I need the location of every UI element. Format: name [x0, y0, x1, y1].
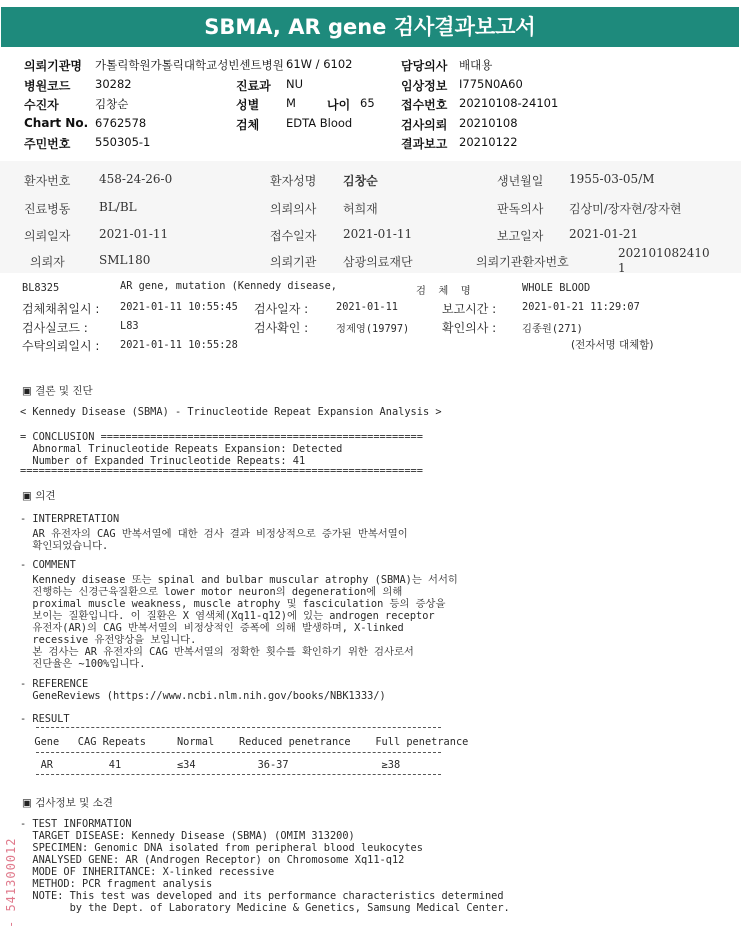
label-ref-doctor: 의뢰의사	[270, 202, 317, 216]
label-age: 나이	[327, 98, 351, 112]
value-confirm-doctor: 김종원(271)	[522, 323, 583, 335]
result-table-bottom-rule	[36, 774, 441, 775]
value-inst-patient-no: 202101082410	[618, 246, 710, 260]
conclusion-footer: =================================================================	[20, 465, 423, 477]
value-request-date: 20210108	[459, 116, 518, 130]
value-report-date: 20210122	[459, 135, 518, 149]
value-reading-doctor: 김상미/장자현/장자현	[569, 202, 682, 216]
interpretation-heading: - INTERPRETATION	[20, 513, 120, 525]
value-chart-no: 6762578	[95, 116, 147, 130]
value-ref-doctor: 허희재	[343, 202, 378, 216]
value-institution: 가톨릭학원가톨릭대학교성빈센트병원	[95, 58, 284, 72]
comment-line-6: recessive 유전양상을 보입니다.	[20, 634, 197, 646]
specimen-desc: SPECIMEN: Genomic DNA isolated from peripheral blood leukocytes	[20, 842, 423, 854]
result-table-top-rule	[36, 727, 441, 728]
label-hospital-code: 병원코드	[24, 79, 71, 93]
value-lab-code: L83	[120, 320, 139, 332]
value-accession: 20210108-24101	[459, 96, 559, 110]
label-reading-doctor: 판독의사	[497, 202, 544, 216]
analysis-subtitle: < Kennedy Disease (SBMA) - Trinucleotide Repeat Expansion Analysis >	[20, 406, 442, 418]
value-contract-time: 2021-01-11 10:55:28	[120, 339, 238, 351]
label-receipt-date: 접수일자	[270, 229, 317, 243]
note-line-2: by the Dept. of Laboratory Medicine & Genetics, Samsung Medical Center.	[20, 902, 510, 914]
value-test-date: 2021-01-11	[336, 301, 398, 313]
label-report-day: 보고일자	[497, 229, 544, 243]
comment-line-5: 유전자(AR)의 CAG 반복서열의 비정상적인 증폭에 의해 발생하며, X-linked	[20, 622, 404, 634]
analysed-gene: ANALYSED GENE: AR (Androgen Receptor) on Chromosome Xq11-q12	[20, 854, 405, 866]
value-physician: 배대용	[459, 58, 493, 72]
interpretation-line-2: 확인되었습니다.	[20, 540, 109, 552]
label-report-time: 보고시간 :	[442, 302, 497, 316]
interpretation-line-1: AR 유전자의 CAG 반복서열에 대한 검사 결과 비정상적으로 증가된 반복서열이	[20, 528, 408, 540]
result-table-header: Gene CAG Repeats Normal Reduced penetrance Full penetrance	[22, 736, 469, 748]
conclusion-header: = CONCLUSION ====================================================	[20, 431, 423, 443]
result-table-row-ar: AR 41 ≤34 36-37 ≥38	[22, 759, 401, 771]
comment-line-7: 본 검사는 AR 유전자의 CAG 반복서열의 정확한 횟수를 확인하기 위한 검사로서	[20, 646, 414, 658]
reference-line: GeneReviews (https://www.ncbi.nlm.nih.gov/books/NBK1333/)	[20, 690, 386, 702]
label-confirm-doctor: 확인의사 :	[442, 321, 497, 335]
label-collection-time: 검체채취일시 :	[22, 302, 100, 316]
value-ref-institution: 삼광의료재단	[343, 255, 413, 269]
value-age: 65	[360, 96, 375, 110]
label-clinical-info: 임상정보	[401, 79, 448, 93]
value-ward: 61W / 6102	[286, 57, 353, 71]
value-patient: 김창순	[95, 97, 129, 111]
label-test-date: 검사일자 :	[254, 302, 309, 316]
value-specimen: EDTA Blood	[286, 116, 353, 130]
label-accession: 접수번호	[401, 98, 448, 112]
value-patient-name: 김창순	[343, 174, 378, 188]
value-receipt-date: 2021-01-11	[343, 227, 413, 241]
label-specimen-name: 검 체 명	[416, 285, 471, 297]
comment-line-1: Kennedy disease 또는 spinal and bulbar muscular atrophy (SBMA)는 서서히	[20, 574, 458, 586]
value-specimen-name: WHOLE BLOOD	[522, 282, 591, 294]
e-signature-note: (전자서명 대체함)	[571, 339, 654, 351]
section-conclusion-heading: ▣ 결론 및 진단	[22, 385, 93, 397]
side-document-id: - 541300012	[4, 837, 18, 928]
label-patient-name: 환자성명	[270, 174, 317, 188]
test-code: BL8325	[22, 282, 60, 294]
label-sex: 성별	[236, 98, 260, 112]
target-disease: TARGET DISEASE: Kennedy Disease (SBMA) (OMIM 313200)	[20, 830, 355, 842]
test-name: AR gene, mutation (Kennedy disease,	[120, 280, 337, 292]
value-hospital-code: 30282	[95, 77, 132, 91]
value-birthdate: 1955-03-05/M	[569, 172, 655, 186]
label-inst-patient-no: 의뢰기관환자번호	[476, 255, 569, 269]
comment-line-4: 보이는 질환입니다. 이 질환은 X 염색체(Xq11-q12)에 있는 androgen receptor	[20, 610, 435, 622]
value-report-time: 2021-01-21 11:29:07	[522, 301, 640, 313]
label-ward: 진료병동	[24, 202, 71, 216]
label-requester: 의뢰자	[30, 255, 65, 269]
value-ward-band: BL/BL	[99, 200, 137, 214]
report-title: SBMA, AR gene 검사결과보고서	[1, 7, 739, 47]
label-physician: 담당의사	[401, 59, 448, 73]
result-heading: - RESULT	[20, 713, 70, 725]
label-lab-code: 검사실코드 :	[22, 321, 88, 335]
comment-heading: - COMMENT	[20, 559, 76, 571]
label-department: 진료과	[236, 79, 271, 93]
value-clinical-info: I775N0A60	[459, 77, 523, 91]
label-request-date: 검사의뢰	[401, 118, 448, 132]
test-information-heading: - TEST INFORMATION	[20, 818, 132, 830]
comment-line-3: proximal muscle weakness, muscle atrophy 및 fasciculation 등의 증상을	[20, 598, 446, 610]
label-birthdate: 생년월일	[497, 174, 544, 188]
method: METHOD: PCR fragment analysis	[20, 878, 213, 890]
value-requester: SML180	[99, 253, 151, 267]
label-chart-no: Chart No.	[24, 116, 89, 130]
value-ref-date: 2021-01-11	[99, 227, 169, 241]
label-institution: 의뢰기관명	[24, 59, 82, 73]
label-patient: 수진자	[24, 98, 59, 112]
label-ref-institution: 의뢰기관	[270, 255, 317, 269]
value-collection-time: 2021-01-11 10:55:45	[120, 301, 238, 313]
reference-heading: - REFERENCE	[20, 678, 89, 690]
conclusion-detected: Abnormal Trinucleotide Repeats Expansion: Detected	[20, 443, 343, 455]
section-testinfo-heading: ▣ 검사정보 및 소견	[22, 797, 113, 809]
result-table-mid-rule	[36, 752, 441, 753]
label-specimen: 검체	[236, 118, 260, 132]
label-ref-date: 의뢰일자	[24, 229, 71, 243]
value-patient-no: 458-24-26-0	[99, 172, 173, 186]
label-resident-no: 주민번호	[24, 137, 71, 151]
inheritance-mode: MODE OF INHERITANCE: X-linked recessive	[20, 866, 275, 878]
label-test-confirm: 검사확인 :	[254, 321, 309, 335]
comment-line-2: 진행하는 신경근육질환으로 lower motor neuron의 degeneration에 의해	[20, 586, 403, 598]
value-report-day: 2021-01-21	[569, 227, 639, 241]
comment-line-8: 진단율은 ~100%입니다.	[20, 658, 146, 670]
value-inst-patient-no-2: 1	[618, 261, 626, 275]
label-contract-time: 수탁의뢰일시 :	[22, 339, 100, 353]
label-report-date: 결과보고	[401, 137, 448, 151]
note-line-1: NOTE: This test was developed and its performance characteristics determined	[20, 890, 504, 902]
value-department: NU	[286, 77, 304, 91]
value-test-confirm: 정제영(19797)	[336, 323, 410, 335]
value-resident-no: 550305-1	[95, 135, 151, 149]
section-opinion-heading: ▣ 의견	[22, 490, 56, 502]
value-sex: M	[286, 96, 296, 110]
conclusion-repeats: Number of Expanded Trinucleotide Repeats: 41	[20, 455, 306, 467]
label-patient-no: 환자번호	[24, 174, 71, 188]
